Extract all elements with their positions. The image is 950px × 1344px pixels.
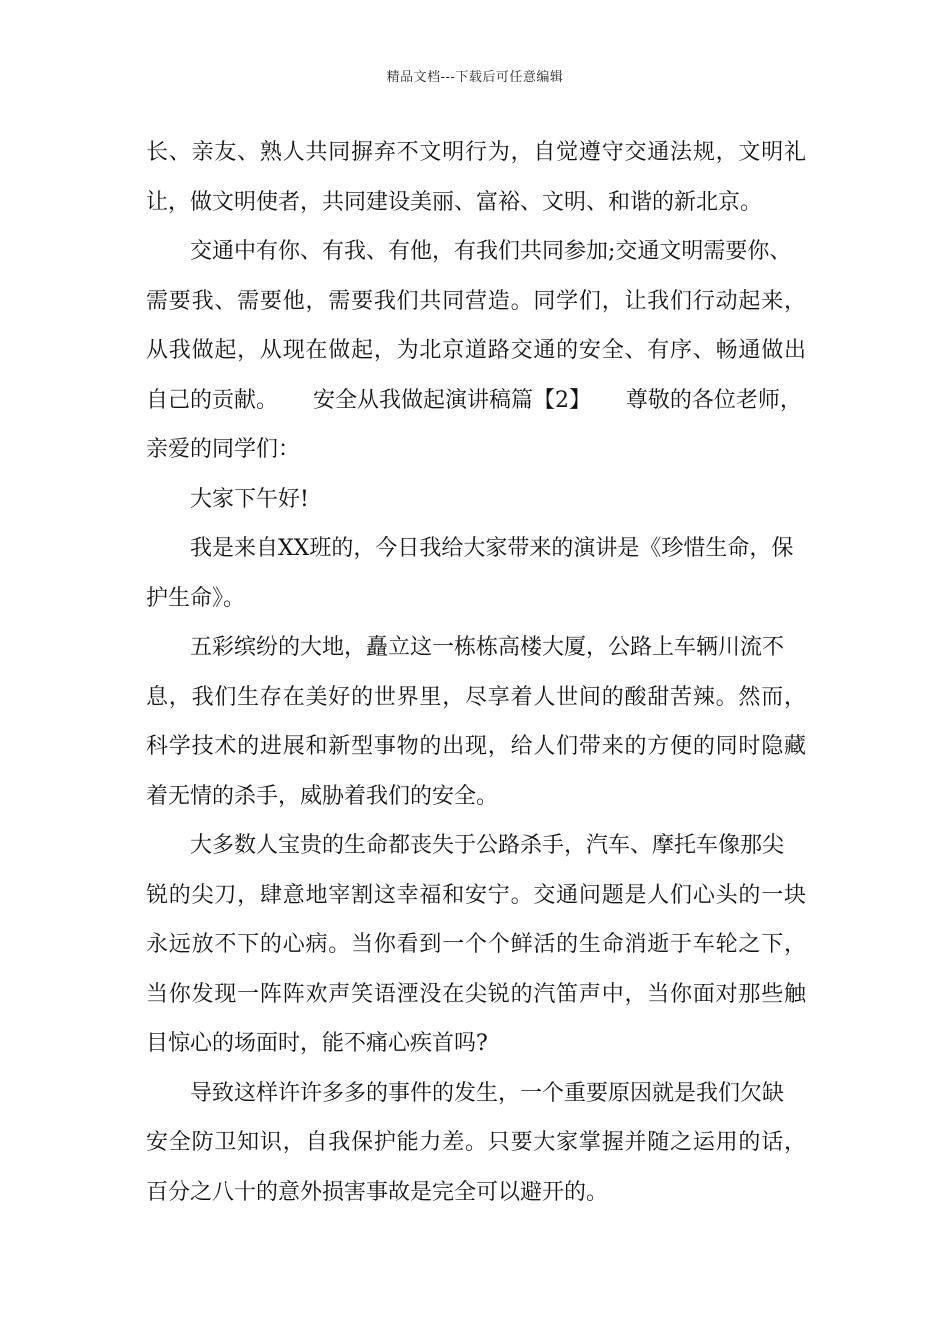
text-line: 需要我、需要他，需要我们共同营造。同学们，让我们行动起来， — [146, 288, 806, 314]
text-line: 护生命》。 — [146, 585, 246, 611]
text-line: 大家下午好! — [190, 486, 309, 512]
text-line: 永远放不下的心病。当你看到一个个鲜活的生命消逝于车轮之下， — [146, 932, 806, 957]
text-line: 亲爱的同学们： — [146, 437, 301, 462]
text-line: 安全防卫知识，自我保护能力差。只要大家掌握并随之运用的话， — [146, 1130, 806, 1155]
text-line: 着无情的杀手，威胁着我们的安全。 — [146, 783, 499, 809]
text-line: 交通中有你、有我、有他，有我们共同参加;交通文明需要你、 — [190, 239, 792, 264]
document-body — [146, 128, 806, 1217]
text-line: 当你发现一阵阵欢声笑语湮没在尖锐的汽笛声中，当你面对那些触 — [146, 981, 806, 1007]
text-line: 锐的尖刀，肆意地宰割这幸福和安宁。交通问题是人们心头的一块 — [146, 882, 806, 908]
text-line: 自己的贡献。 安全从我做起演讲稿篇【2】 尊敬的各位老师， — [146, 387, 802, 413]
text-line: 我是来自XX班的，今日我给大家带来的演讲是《珍惜生命，保 — [190, 536, 794, 561]
text-line: 大多数人宝贵的生命都丧失于公路杀手，汽车、摩托车像那尖 — [190, 833, 785, 858]
text-line: 目惊心的场面时，能不痛心疾首吗? — [146, 1031, 488, 1056]
text-line: 百分之八十的意外损害事故是完全可以避开的。 — [146, 1179, 609, 1205]
text-line: 让，做文明使者，共同建设美丽、富裕、文明、和谐的新北京。 — [146, 189, 763, 215]
text-line: 从我做起，从现在做起，为北京道路交通的安全、有序、畅通做出 — [146, 338, 806, 363]
text-line: 科学技术的进展和新型事物的出现，给人们带来的方便的同时隐藏 — [146, 734, 806, 759]
text-line: 五彩缤纷的大地，矗立这一栋栋高楼大厦，公路上车辆川流不 — [190, 635, 785, 660]
text-line: 息，我们生存在美好的世界里，尽享着人世间的酸甜苦辣。然而， — [146, 684, 806, 710]
text-line: 长、亲友、熟人共同摒弃不文明行为，自觉遵守交通法规，文明礼 — [146, 140, 806, 165]
text-line: 导致这样许许多多的事件的发生，一个重要原因就是我们欠缺 — [190, 1080, 785, 1106]
page-header: 精品文档---下载后可任意编辑 — [386, 70, 564, 85]
